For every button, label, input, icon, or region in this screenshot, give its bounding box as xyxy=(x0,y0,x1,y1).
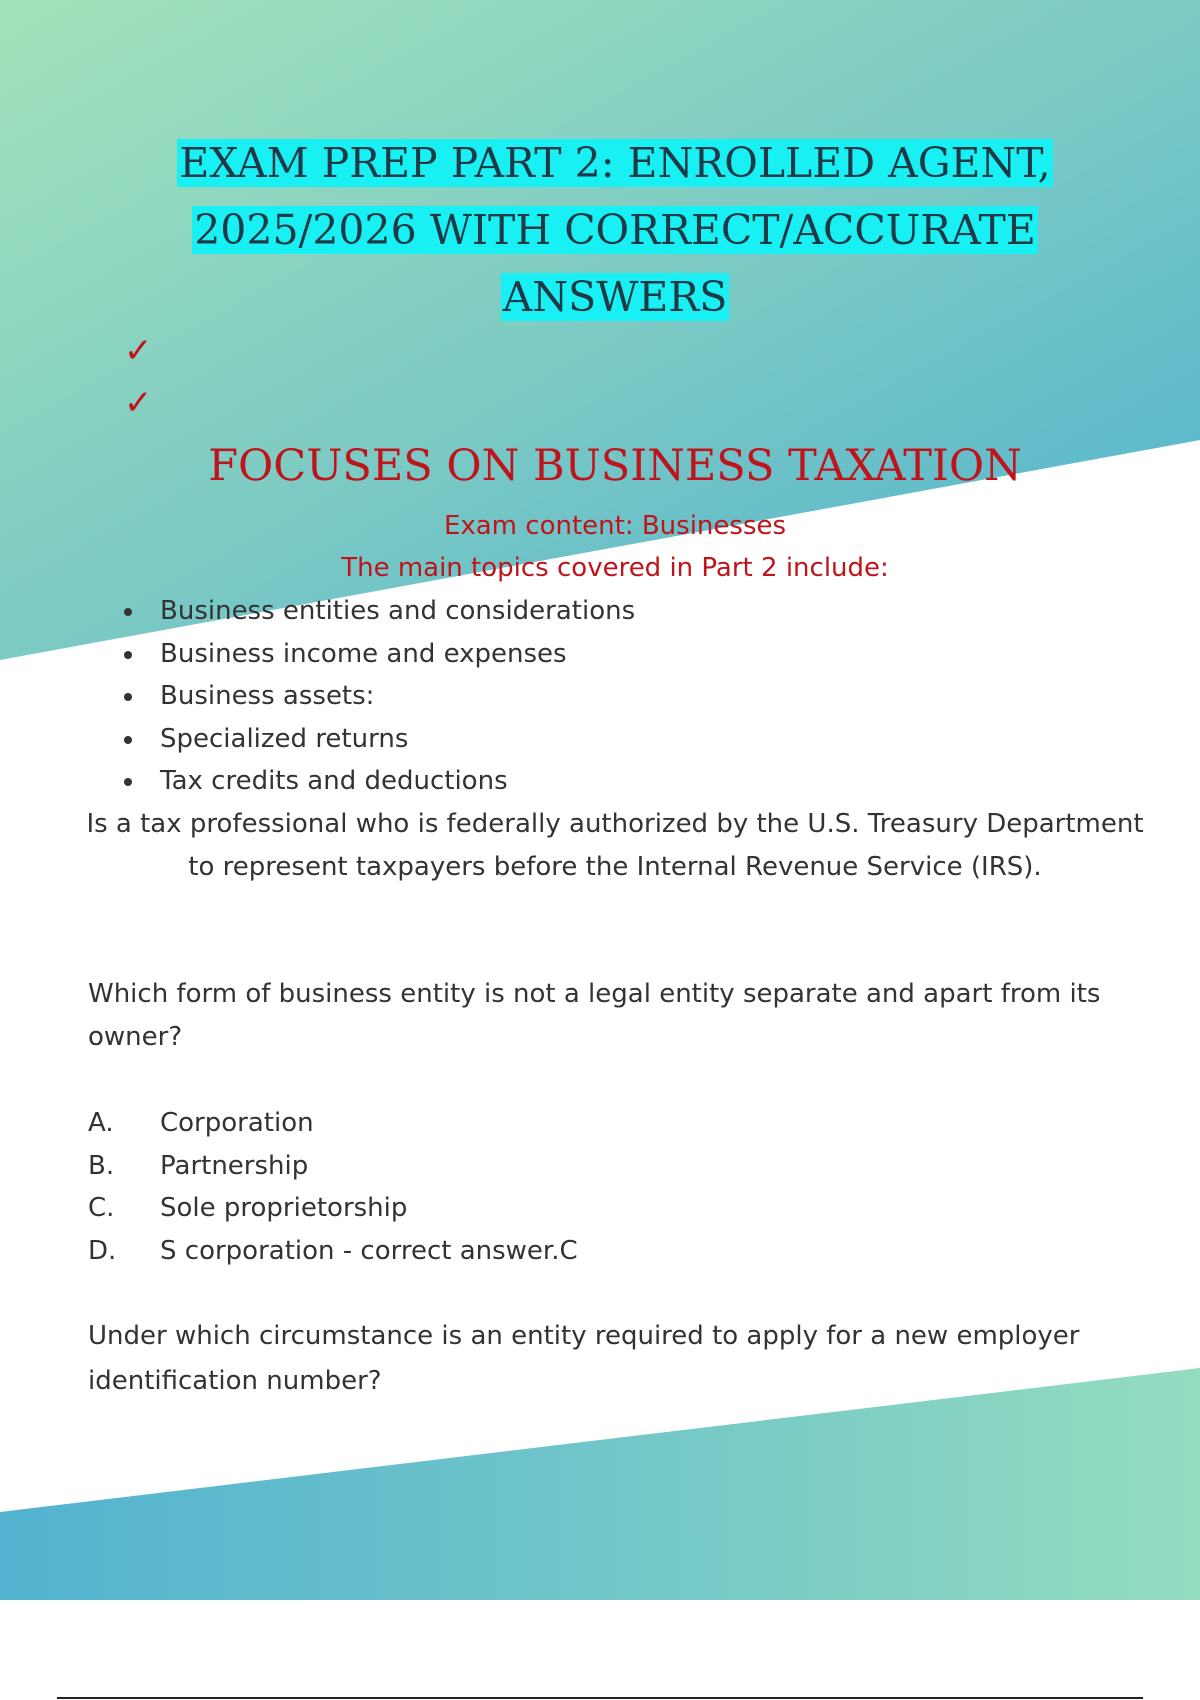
topic-text: Specialized returns xyxy=(160,723,409,754)
option-text: Sole proprietorship xyxy=(160,1193,408,1223)
topic-text: Business assets: xyxy=(160,681,375,711)
question-1-options xyxy=(88,1102,578,1272)
answer-option xyxy=(88,1187,578,1230)
list-item xyxy=(118,633,635,676)
option-text: S corporation - correct answer.C xyxy=(160,1235,578,1266)
document-title xyxy=(110,130,1120,331)
bullet-icon xyxy=(124,608,132,616)
answer-option xyxy=(88,1145,578,1188)
list-item xyxy=(118,590,635,633)
enrolled-agent-definition: Is a tax professional who is federally authorized by the U.S. Treasury Department to represent taxpayers before the Internal Revenue Service (IRS). xyxy=(86,809,1144,882)
topic-text: Tax credits and deductions xyxy=(160,766,508,796)
focus-heading: FOCUSES ON BUSINESS TAXATION xyxy=(208,441,1022,491)
exam-content-line: Exam content: Businesses xyxy=(443,511,787,541)
question-1-text: Which form of business entity is not a legal entity separate and apart from its owner? xyxy=(88,979,1101,1052)
title-line-3: ANSWERS xyxy=(502,273,728,321)
topics-list xyxy=(118,590,635,803)
option-text: Corporation xyxy=(160,1108,314,1138)
topic-text: Business entities and considerations xyxy=(160,596,636,626)
list-item xyxy=(118,760,635,803)
title-line-1: EXAM PREP PART 2: ENROLLED AGENT, xyxy=(179,139,1051,187)
topic-text: Business income and expenses xyxy=(160,638,567,669)
question-2-text: Under which circumstance is an entity required to apply for a new employer identification number? xyxy=(88,1321,1080,1396)
list-item xyxy=(118,718,635,761)
option-letter: C. xyxy=(88,1193,115,1223)
answer-option xyxy=(88,1230,578,1273)
option-text: Partnership xyxy=(160,1150,309,1181)
option-letter: B. xyxy=(88,1150,115,1181)
option-letter: A. xyxy=(88,1108,114,1138)
bullet-icon xyxy=(124,651,132,659)
title-line-2: 2025/2026 WITH CORRECT/ACCURATE xyxy=(194,206,1036,254)
checkmark-icon: ✓ xyxy=(124,331,153,371)
bullet-icon xyxy=(124,736,132,744)
list-item xyxy=(118,675,635,718)
answer-option xyxy=(88,1102,578,1145)
checkmark-icon: ✓ xyxy=(124,383,153,423)
bullet-icon xyxy=(124,778,132,786)
bullet-icon xyxy=(124,693,132,701)
option-letter: D. xyxy=(88,1235,117,1266)
topics-intro: The main topics covered in Part 2 include: xyxy=(341,553,889,583)
footer-divider xyxy=(57,1697,1143,1699)
